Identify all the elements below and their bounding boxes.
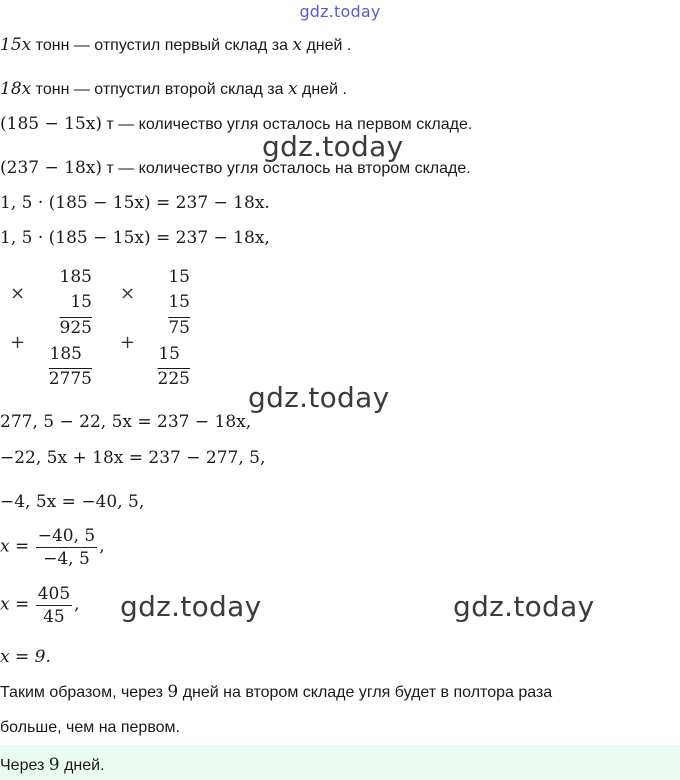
line-5	[0, 193, 270, 214]
text: дней .	[302, 37, 352, 54]
math-expr: 18x	[0, 79, 32, 99]
math-expr: x	[287, 79, 298, 99]
fraction-denominator: −4, 5	[43, 549, 90, 569]
fraction-numerator: 405	[37, 584, 71, 604]
watermark: gdz.today	[453, 590, 595, 623]
math-tail: ,	[99, 536, 105, 557]
math-expr: −4, 5x = −40, 5,	[0, 492, 145, 512]
partial-product-1: 925	[59, 318, 92, 338]
math-tail: ,	[74, 594, 80, 615]
line-12	[0, 647, 51, 668]
watermark: gdz.today	[120, 590, 262, 623]
line-2	[0, 79, 347, 100]
line-6	[0, 228, 270, 249]
math-expr: 1, 5 · (185 − 15x) = 237 − 18x,	[0, 228, 270, 248]
times-sign: ×	[120, 283, 136, 304]
watermark: gdz.today	[262, 130, 404, 163]
conclusion-line-2	[0, 718, 180, 738]
factor-b: 15	[168, 292, 190, 312]
math-lhs: x =	[0, 536, 30, 557]
conclusion-line-1	[0, 682, 552, 703]
product-result: 225	[157, 369, 190, 389]
math-expr: 15x	[0, 35, 32, 55]
factor-a: 185	[59, 267, 92, 287]
line-7	[0, 412, 251, 433]
math-expr: (185 − 15x)	[0, 114, 102, 134]
math-lhs: x =	[0, 594, 30, 615]
text: т — количество угля осталось на первом складе.	[101, 116, 473, 133]
math-expr: 9	[167, 682, 179, 702]
product-result: 2775	[48, 369, 92, 389]
line-11	[0, 584, 80, 627]
line-1	[0, 35, 351, 56]
fraction-denominator: 45	[43, 607, 65, 627]
fraction	[36, 526, 98, 569]
line-10	[0, 526, 105, 569]
text: Через	[0, 757, 49, 774]
fraction-numerator: −40, 5	[37, 526, 96, 546]
watermark: gdz.today	[248, 381, 390, 414]
plus-sign: +	[10, 332, 26, 353]
math-expr: x = 9.	[0, 647, 51, 667]
header-watermark: gdz.today	[299, 2, 381, 21]
times-sign: ×	[10, 283, 26, 304]
line-8	[0, 448, 265, 469]
line-9	[0, 492, 144, 513]
partial-product-2: 15	[158, 344, 180, 364]
text: дней .	[297, 81, 347, 98]
text: больше, чем на первом.	[0, 719, 180, 736]
column-multiplication-1	[0, 264, 110, 394]
factor-b: 15	[70, 292, 92, 312]
text: т — количество угля осталось на втором складе.	[101, 160, 471, 177]
text: тонн — отпустил первый склад за	[31, 37, 293, 54]
answer-text	[0, 755, 105, 775]
math-expr: (237 − 18x)	[0, 158, 102, 178]
factor-a: 15	[168, 267, 190, 287]
math-expr: 9	[48, 755, 60, 775]
partial-product-1: 75	[168, 318, 190, 338]
math-expr: 1, 5 · (185 − 15x) = 237 − 18x.	[0, 193, 270, 213]
column-multiplication-2	[110, 264, 200, 394]
text: Таким образом, через	[0, 684, 168, 701]
fraction	[36, 584, 72, 627]
plus-sign: +	[120, 332, 136, 353]
partial-product-2: 185	[49, 344, 82, 364]
text: дней на втором складе угля будет в полтора раза	[178, 684, 553, 701]
text: тонн — отпустил второй склад за	[31, 81, 288, 98]
math-expr: −22, 5x + 18x = 237 − 277, 5,	[0, 448, 266, 468]
text: дней.	[59, 757, 105, 774]
math-expr: 277, 5 − 22, 5x = 237 − 18x,	[0, 412, 252, 432]
math-expr: x	[292, 35, 303, 55]
